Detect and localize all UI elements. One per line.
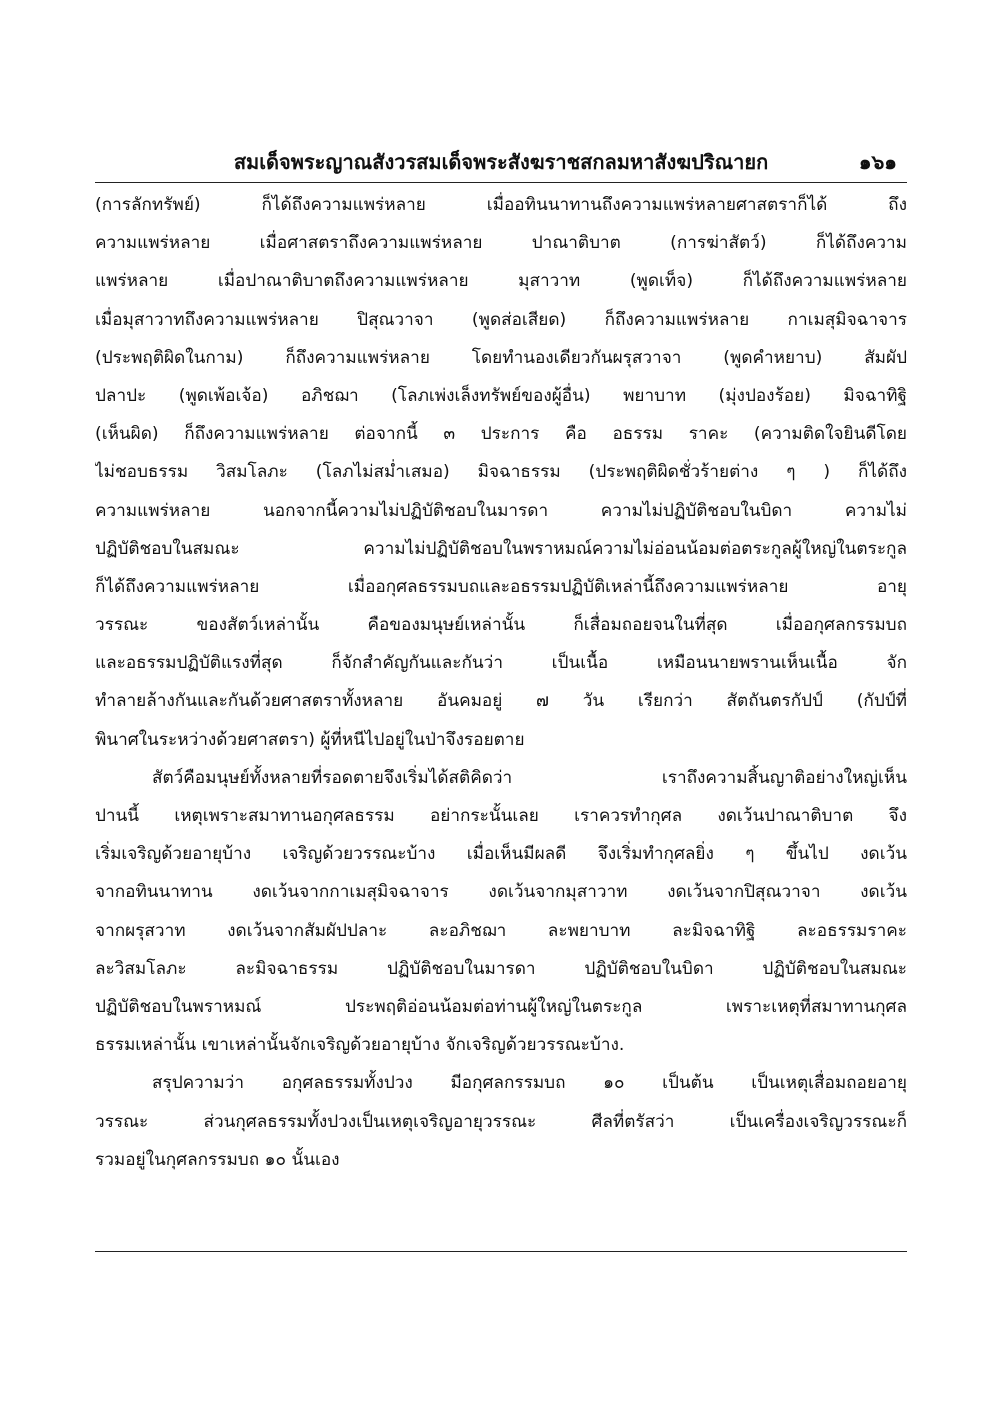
text-line: ปลาปะ (พูดเพ้อเจ้อ) อภิชฌา (โลภเพ่งเล็งทรัพย์ของผู้อื่น) พยาบาท (มุ่งปองร้อย) มิจฉาทิฐิ [95, 385, 907, 406]
text-line: เมื่อมุสาวาทถึงความแพร่หลาย ปิสุณวาจา (พูดส่อเสียด) ก็ถึงความแพร่หลาย กาเมสุมิจฉาจาร [95, 309, 907, 330]
text-line: รวมอยู่ในกุศลกรรมบถ ๑๐ นั้นเอง [95, 1149, 340, 1170]
body-text [95, 186, 907, 1179]
text-line: ความแพร่หลาย เมื่อศาสตราถึงความแพร่หลาย ปาณาติบาต (การฆ่าสัตว์) ก็ได้ถึงความ [95, 233, 907, 254]
text-line: ปานนี้ เหตุเพราะสมาทานอกุศลธรรม อย่ากระนั้นเลย เราควรทำกุศล งดเว้นปาณาติบาต จึง [95, 806, 907, 826]
text-line: จากอทินนาทาน งดเว้นจากกาเมสุมิจฉาจาร งดเว้นจากมุสาวาท งดเว้นจากปิสุณวาจา งดเว้น [95, 882, 907, 903]
text-line: และอธรรมปฏิบัติแรงที่สุด ก็จักสำคัญกันและกันว่า เป็นเนื้อ เหมือนนายพรานเห็นเนื้อ จัก [95, 653, 907, 674]
text-line: ก็ได้ถึงความแพร่หลาย เมื่ออกุศลธรรมบถและอธรรมปฏิบัติเหล่านี้ถึงความแพร่หลาย อายุ [95, 576, 907, 597]
text-line: วรรณะ ส่วนกุศลธรรมทั้งปวงเป็นเหตุเจริญอายุวรรณะ ศีลที่ตรัสว่า เป็นเครื่องเจริญวรรณะก็ [95, 1111, 907, 1132]
header-rule [95, 182, 907, 183]
page-number: ๑๖๑ [858, 150, 897, 174]
text-line: พินาศในระหว่างด้วยศาสตรา) ผู้ที่หนีไปอยู่ในป่าจึงรอยตาย [95, 729, 525, 750]
text-line: ปฏิบัติชอบในสมณะ ความไม่ปฏิบัติชอบในพราหมณ์ความไม่อ่อนน้อมต่อตระกูลผู้ใหญ่ในตระกูล [95, 538, 907, 559]
text-line: (ประพฤติผิดในกาม) ก็ถึงความแพร่หลาย โดยทำนองเดียวกันผรุสวาจา (พูดคำหยาบ) สัมผัป [95, 347, 907, 368]
text-line-paragraph-start: สรุปความว่า อกุศลธรรมทั้งปวง มีอกุศลกรรมบถ ๑๐ เป็นต้น เป็นเหตุเสื่อมถอยอายุ [152, 1073, 907, 1094]
footer-rule [95, 1251, 907, 1252]
text-line: เริ่มเจริญด้วยอายุบ้าง เจริญด้วยวรรณะบ้าง เมื่อเห็นมีผลดี จึงเริ่มทำกุศลยิ่ง ๆ ขึ้นไป งดเว้น [95, 844, 907, 865]
text-line: ทำลายล้างกันและกันด้วยศาสตราทั้งหลาย อันคมอยู่ ๗ วัน เรียกว่า สัตถันตรกัปป์ (กัปป์ที่ [95, 691, 907, 712]
text-line: ละวิสมโลภะ ละมิจฉาธรรม ปฏิบัติชอบในมารดา ปฏิบัติชอบในบิดา ปฏิบัติชอบในสมณะ [95, 958, 907, 979]
text-line: (การลักทรัพย์) ก็ได้ถึงความแพร่หลาย เมื่ออทินนาทานถึงความแพร่หลายศาสตราก็ได้ ถึง [95, 195, 907, 215]
text-line: แพร่หลาย เมื่อปาณาติบาตถึงความแพร่หลาย มุสาวาท (พูดเท็จ) ก็ได้ถึงความแพร่หลาย [95, 271, 907, 292]
header-title: สมเด็จพระญาณสังวรสมเด็จพระสังฆราชสกลมหาสังฆปริณายก [233, 150, 769, 174]
running-header [95, 140, 907, 180]
text-line: วรรณะ ของสัตว์เหล่านั้น คือของมนุษย์เหล่านั้น ก็เสื่อมถอยจนในที่สุด เมื่ออกุศลกรรมบถ [95, 615, 907, 636]
text-line: ความแพร่หลาย นอกจากนี้ความไม่ปฏิบัติชอบในมารดา ความไม่ปฏิบัติชอบในบิดา ความไม่ [95, 500, 907, 521]
text-line: ปฏิบัติชอบในพราหมณ์ ประพฤติอ่อนน้อมต่อท่านผู้ใหญ่ในตระกูล เพราะเหตุที่สมาทานกุศล [95, 996, 907, 1017]
text-line: (เห็นผิด) ก็ถึงความแพร่หลาย ต่อจากนี้ ๓ ประการ คือ อธรรม ราคะ (ความติดใจยินดีโดย [95, 424, 907, 445]
text-line: ธรรมเหล่านั้น เขาเหล่านั้นจักเจริญด้วยอายุบ้าง จักเจริญด้วยวรรณะบ้าง. [95, 1035, 625, 1056]
text-line: ไม่ชอบธรรม วิสมโลภะ (โลภไม่สม่ำเสมอ) มิจฉาธรรม (ประพฤติผิดชั่วร้ายต่าง ๆ ) ก็ได้ถึง [95, 462, 907, 483]
text-line-paragraph-start: สัตว์คือมนุษย์ทั้งหลายที่รอดตายจึงเริ่มได้สติคิดว่า เราถึงความสิ้นญาติอย่างใหญ่เห็น [152, 767, 907, 788]
text-line: จากผรุสวาท งดเว้นจากสัมผัปปลาะ ละอภิชฌา ละพยาบาท ละมิจฉาทิฐิ ละอธรรมราคะ [95, 920, 907, 941]
